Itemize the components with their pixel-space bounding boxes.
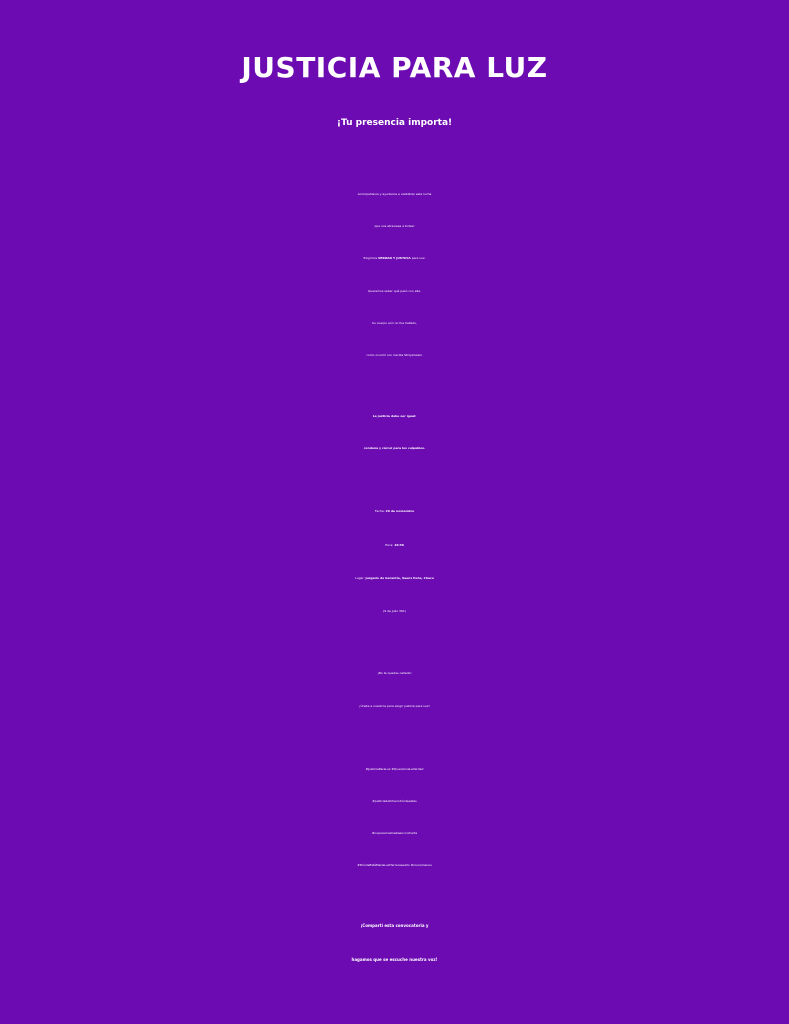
statement-line-2: condena y cárcel para los culpables. — [363, 446, 426, 450]
intro-line-3-prefix: Exigimos — [363, 256, 378, 260]
event-date — [0, 494, 789, 528]
hashtag-line-4: #DóndeEstáMariaLuzHerreraLeaño #niunamenos — [357, 863, 432, 867]
hashtag-line-1: #JusticiaParaLuz #QueremosLaVerdad — [365, 767, 424, 771]
closing-line-2: hagamos que se escuche nuestra voz! — [351, 957, 438, 962]
event-place — [0, 561, 789, 595]
intro-line-5: Su cuerpo aún no fue hallado, — [371, 321, 418, 325]
intro-line-3-emphasis: VERDAD Y JUSTICIA — [377, 256, 411, 260]
poster-title: JUSTICIA PARA LUZ — [241, 51, 548, 84]
statement-line-1: La justicia debe ser igual: — [372, 414, 417, 418]
hashtag-line-3: #noparamoshastaencontrarte — [371, 831, 418, 835]
event-place-value: Juzgado de Garantía, Saenz Peña, Chaco — [365, 576, 434, 580]
intro-line-4: Queremos saber qué pasó con ella. — [367, 289, 422, 293]
intro-line-3 — [0, 241, 789, 275]
call-line-1: ¡No te quedes callado! — [377, 671, 412, 675]
intro-line-1: Acompañanos y ayudanos a visibilizar esta lucha — [357, 192, 432, 196]
event-address: (9 de Julio 361) — [383, 609, 406, 613]
hashtag-line-2: #justiciadelChacodóndeestas — [372, 799, 417, 803]
poster-subtitle: ¡Tu presencia importa! — [336, 118, 453, 128]
event-time-label: Hora: — [385, 543, 395, 547]
event-place-label: Lugar: — [355, 576, 366, 580]
event-date-value: 20 de noviembre — [385, 509, 415, 513]
closing-line-1: ¡Compartí esta convocatoria y — [360, 923, 429, 928]
call-line-2: ¡Únete a nosotros para exigir justicia para Luz! — [359, 704, 430, 708]
intro-line-3-suffix: para Luz. — [410, 256, 426, 260]
event-time — [0, 528, 789, 562]
intro-line-2: que nos atraviesa a todas! — [374, 224, 415, 228]
event-date-label: Fecha: — [374, 509, 386, 513]
intro-line-6: como ocurrió con Cecilia Strzyzowski. — [366, 353, 423, 357]
event-time-value: 10:30 — [394, 543, 404, 547]
